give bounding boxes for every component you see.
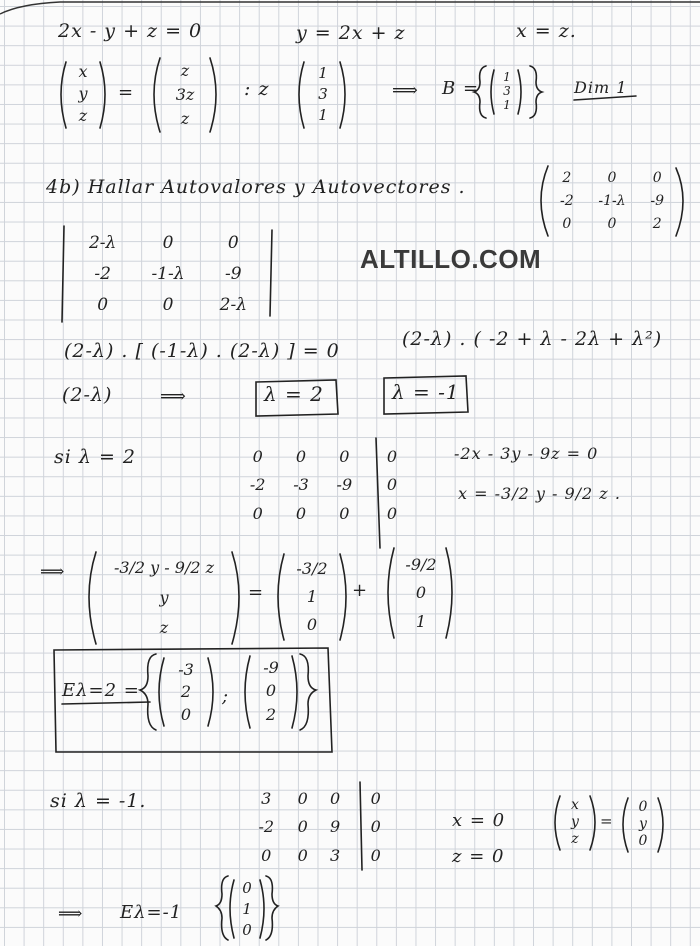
dimension-label: Dim 1: [574, 78, 628, 97]
equals-sign-case-2: =: [600, 812, 614, 830]
x-equals-zero: x = 0: [452, 810, 506, 831]
vector-basis-direction: 1 3 1: [318, 63, 328, 125]
z-equals-zero: z = 0: [452, 846, 505, 867]
vector-xyz-case-2: x y z: [571, 796, 579, 848]
component-vector-y: -3/2 1 0: [296, 558, 328, 634]
eigenvector-basis-1: -3 2 0: [178, 659, 194, 725]
characteristic-expansion: (2-λ) . ( -2 + λ - 2λ + λ²): [402, 328, 663, 350]
reduced-equation: -2x - 3y - 9z = 0: [454, 444, 599, 463]
determinant-matrix: 2-λ 0 0 -2 -1-λ -9 0 0 2-λ: [88, 233, 247, 315]
basis-separator: ;: [222, 686, 230, 707]
vector-result-case-2: 0 y 0: [638, 798, 648, 850]
equation-x-expr: x = z.: [516, 20, 577, 42]
basis-label: B =: [442, 78, 480, 99]
general-eigenvector: -3/2 y - 9/2 z y z: [113, 557, 215, 637]
component-vector-z: -9/2 0 1: [405, 554, 437, 632]
eigenspace-lambda-2-label: Eλ=2 =: [62, 680, 140, 701]
eigenvalue-1: λ = 2: [264, 382, 324, 406]
eigenvector-basis-2: -9 0 2: [263, 658, 279, 724]
implies-arrow-case-1: ⟹: [40, 562, 66, 582]
eigenvalue-2: λ = -1: [392, 380, 460, 404]
x-solution-expression: x = -3/2 y - 9/2 z .: [458, 484, 621, 503]
given-matrix: 2 0 0 -2 -1-λ -9 0 0 2: [560, 169, 664, 233]
augmented-matrix-lambda-neg1: 3 0 0 0 -2 0 9 0 0 0 3 0: [258, 788, 381, 866]
problem-title: 4b) Hallar Autovalores y Autovectores .: [46, 176, 466, 198]
vector-substituted: z 3z z: [175, 60, 195, 128]
implies-arrow: ⟹: [392, 80, 419, 101]
plus-sign: +: [352, 580, 369, 601]
case-lambda-2-label: si λ = 2: [54, 446, 136, 468]
page-edge-curve: [0, 0, 700, 20]
implies-arrow-case-2: ⟹: [58, 904, 84, 924]
eigenspace-lambda-neg1-label: Eλ=-1: [120, 902, 183, 923]
equation-plane: 2x - y + z = 0: [58, 20, 203, 42]
equation-y-expr: y = 2x + z: [296, 22, 406, 44]
equals-sign-case-1: =: [248, 582, 265, 603]
case-lambda-neg1-label: si λ = -1.: [50, 790, 147, 812]
vector-xyz: x y z: [78, 61, 88, 125]
basis-vector: 1 3 1: [503, 70, 511, 112]
equals-z-factor: : z: [244, 78, 270, 100]
augmented-matrix-lambda-2: 0 0 0 0 -2 -3 -9 0 0 0 0 0: [249, 446, 398, 524]
characteristic-equation: (2-λ) . [ (-1-λ) . (2-λ) ] = 0: [64, 340, 340, 362]
eigenvector-basis-case-2: 0 1 0: [242, 879, 252, 939]
factor-term: (2-λ): [62, 384, 113, 406]
factor-arrow: ⟹: [160, 386, 187, 407]
equals-sign: =: [118, 82, 135, 103]
watermark: ALTILLO.COM: [360, 244, 542, 274]
